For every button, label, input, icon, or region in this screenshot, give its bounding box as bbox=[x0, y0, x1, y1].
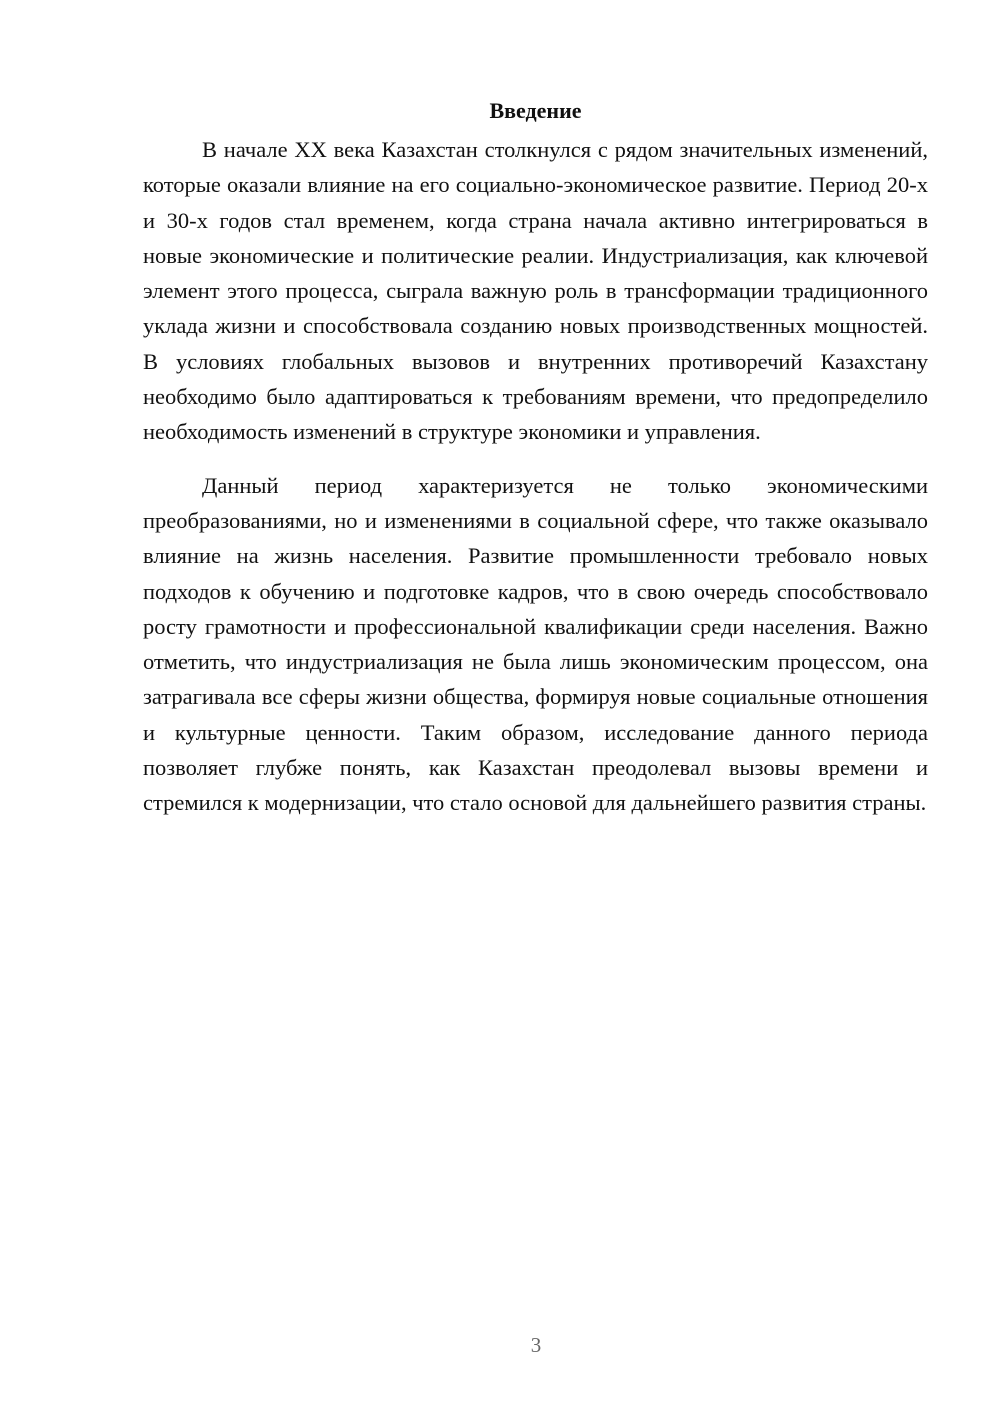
paragraph-1: В начале XX века Казахстан столкнулся с рядом значительных изменений, которые оказали влияние на его социально-экономическое развитие. Период 20-х и 30-х годов стал временем, когда страна начала активно интегрироваться в новые экономические и политические реалии. Индустриализация, как ключевой элемент этого процесса, сыграла важную роль в трансформации традиционного уклада жизни и способствовала созданию новых производственных мощностей. В условиях глобальных вызовов и внутренних противоречий Казахстану необходимо было адаптироваться к требованиям времени, что предопределило необходимость изменений в структуре экономики и управления. bbox=[143, 137, 928, 445]
page-number: 3 bbox=[530, 1333, 542, 1357]
section-heading: Введение bbox=[489, 98, 582, 123]
paragraph-2: Данный период характеризуется не только экономическими преобразованиями, но и изменениями в социальной сфере, что также оказывало влияние на жизнь населения. Развитие промышленности требовало новых подходов к обучению и подготовке кадров, что в свою очередь способствовало росту грамотности и профессиональной квалификации среди населения. Важно отметить, что индустриализация не была лишь экономическим процессом, она затрагивала все сферы жизни общества, формируя новые социальные отношения и культурные ценности. Таким образом, исследование данного периода позволяет глубже понять, как Казахстан преодолевал вызовы времени и стремился к модернизации, что стало основой для дальнейшего развития страны. bbox=[143, 472, 928, 816]
page-content bbox=[143, 92, 928, 821]
